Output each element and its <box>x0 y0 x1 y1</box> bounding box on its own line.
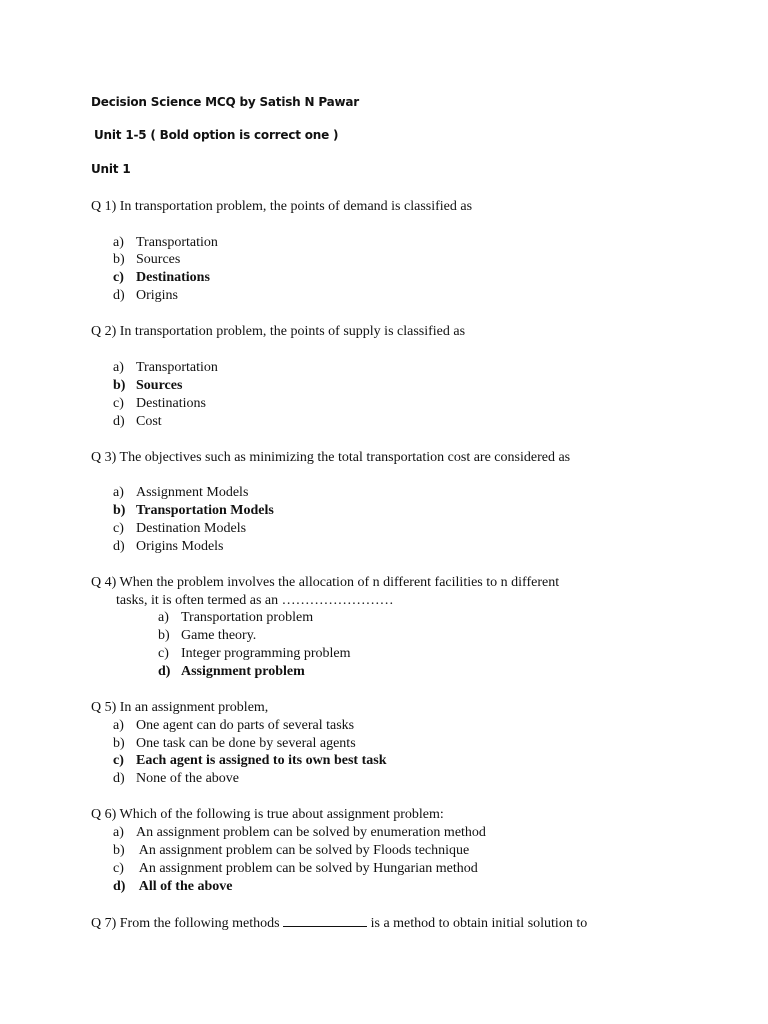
question-4 <box>91 574 559 610</box>
option-4b <box>158 627 256 645</box>
option-text: Destinations <box>136 396 206 411</box>
option-5a <box>113 717 354 735</box>
option-text: Assignment Models <box>136 485 249 500</box>
option-text: An assignment problem can be solved by Floods technique <box>136 843 470 858</box>
option-label: c) <box>158 646 169 661</box>
question-4-line1: Q 4) When the problem involves the allocation of n different facilities to n different <box>91 575 560 590</box>
option-label: d) <box>158 664 171 679</box>
question-6: Q 6) Which of the following is true about assignment problem: <box>91 807 444 822</box>
option-label: c) <box>113 396 124 411</box>
option-label: d) <box>113 414 125 429</box>
option-label: a) <box>113 718 124 733</box>
option-1b <box>113 251 180 269</box>
option-label: a) <box>113 360 124 375</box>
option-6b <box>113 842 469 860</box>
option-3c <box>113 520 246 538</box>
question-7 <box>91 914 587 933</box>
option-label: b) <box>113 736 125 751</box>
option-4d-correct <box>158 663 305 681</box>
option-label: d) <box>113 771 125 786</box>
option-label: b) <box>113 503 126 518</box>
option-text: Assignment problem <box>181 664 305 679</box>
option-text: Cost <box>136 414 162 429</box>
option-text: None of the above <box>136 771 240 786</box>
question-7-part1: Q 7) From the following methods <box>91 916 284 931</box>
option-4a <box>158 609 313 627</box>
question-1: Q 1) In transportation problem, the points of demand is classified as <box>91 199 473 214</box>
option-text: One task can be done by several agents <box>136 736 356 751</box>
option-label: b) <box>113 843 125 858</box>
option-label: c) <box>113 753 124 768</box>
option-text: Transportation <box>136 235 218 250</box>
option-3d <box>113 538 224 556</box>
option-6d-correct <box>113 878 232 896</box>
option-1d <box>113 287 178 305</box>
option-label: c) <box>113 270 124 285</box>
option-text: An assignment problem can be solved by enumeration method <box>136 825 486 840</box>
option-text: Origins <box>136 288 178 303</box>
option-2d <box>113 413 162 431</box>
option-label: a) <box>113 235 124 250</box>
option-text: Integer programming problem <box>181 646 351 661</box>
option-text: Transportation problem <box>181 610 314 625</box>
option-text: Each agent is assigned to its own best task <box>136 753 387 768</box>
option-label: d) <box>113 539 125 554</box>
option-text: Game theory. <box>181 628 257 643</box>
option-text: Sources <box>136 378 183 393</box>
option-text: Transportation <box>136 360 218 375</box>
document-subtitle: Unit 1-5 ( Bold option is correct one ) <box>94 128 339 142</box>
unit-heading: Unit 1 <box>91 162 131 176</box>
option-label: b) <box>113 252 125 267</box>
option-label: a) <box>158 610 169 625</box>
option-label: c) <box>113 521 124 536</box>
option-2a <box>113 359 218 377</box>
option-4c <box>158 645 351 663</box>
option-label: d) <box>113 879 126 894</box>
option-text: Sources <box>136 252 181 267</box>
document-title: Decision Science MCQ by Satish N Pawar <box>91 95 359 109</box>
option-text: One agent can do parts of several tasks <box>136 718 355 733</box>
option-2c <box>113 395 206 413</box>
option-6c <box>113 860 478 878</box>
option-text: Origins Models <box>136 539 224 554</box>
option-label: a) <box>113 485 124 500</box>
option-5d <box>113 770 239 788</box>
question-2: Q 2) In transportation problem, the points of supply is classified as <box>91 324 466 339</box>
option-text: An assignment problem can be solved by Hungarian method <box>136 861 478 876</box>
question-5: Q 5) In an assignment problem, <box>91 700 269 715</box>
option-label: b) <box>113 378 126 393</box>
option-label: c) <box>113 861 124 876</box>
option-6a <box>113 824 486 842</box>
option-5c-correct <box>113 752 386 770</box>
option-3b-correct <box>113 502 274 520</box>
option-2b-correct <box>113 377 182 395</box>
option-1c-correct <box>113 269 210 287</box>
option-text: All of the above <box>136 879 233 894</box>
question-7-part2: is a method to obtain initial solution to <box>367 916 588 931</box>
question-3: Q 3) The objectives such as minimizing the total transportation cost are considered as <box>91 450 571 465</box>
option-label: a) <box>113 825 124 840</box>
answer-blank <box>283 914 367 927</box>
option-3a <box>113 484 248 502</box>
option-label: d) <box>113 288 125 303</box>
question-4-line2: tasks, it is often termed as an …………………… <box>116 593 394 608</box>
option-text: Transportation Models <box>136 503 274 518</box>
option-5b <box>113 735 356 753</box>
option-text: Destinations <box>136 270 210 285</box>
option-label: b) <box>158 628 170 643</box>
option-text: Destination Models <box>136 521 247 536</box>
option-1a <box>113 234 218 252</box>
